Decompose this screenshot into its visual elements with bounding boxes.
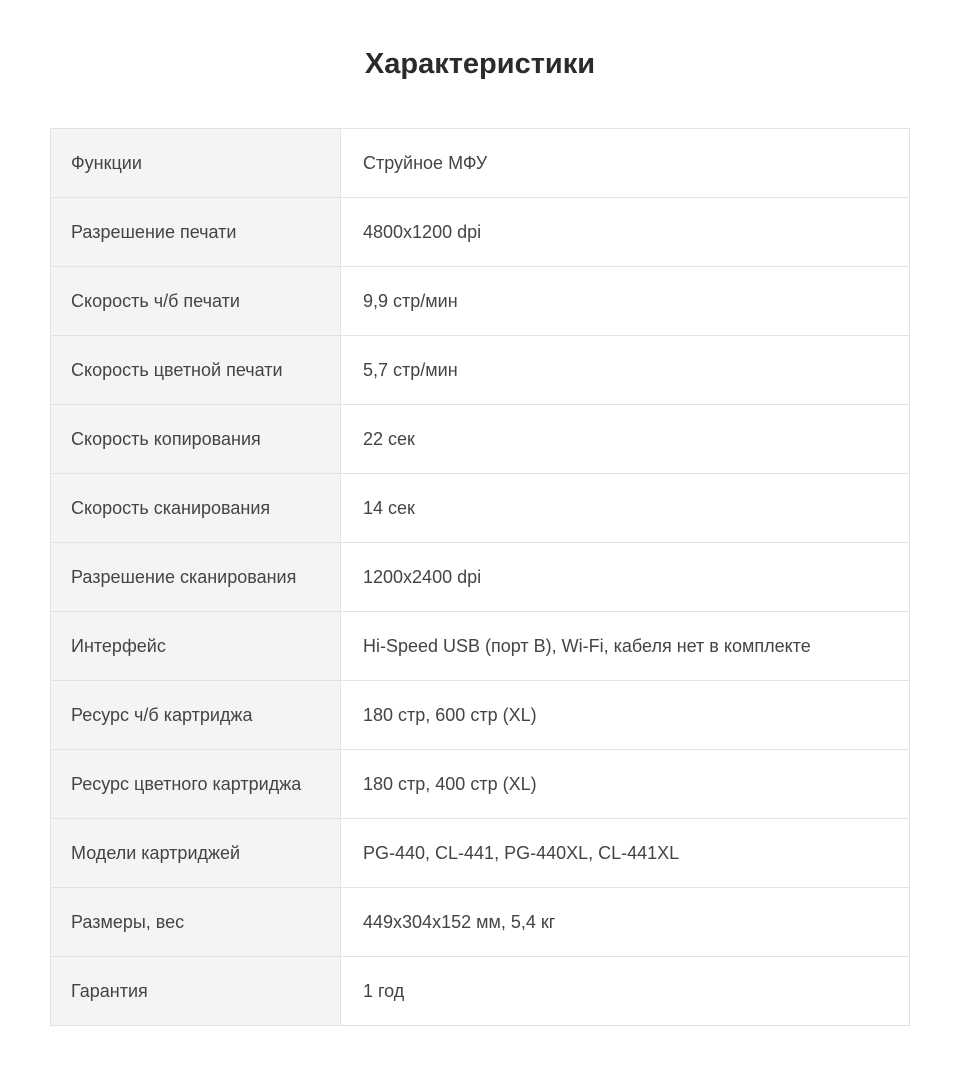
specs-table (50, 128, 910, 1026)
spec-value: 180 стр, 600 стр (XL) (341, 681, 910, 750)
spec-label: Скорость ч/б печати (51, 267, 341, 336)
spec-value: Hi-Speed USB (порт B), Wi-Fi, кабеля нет в комплекте (341, 612, 910, 681)
spec-value: PG-440, CL-441, PG-440XL, CL-441XL (341, 819, 910, 888)
spec-value: 180 стр, 400 стр (XL) (341, 750, 910, 819)
spec-label: Ресурс ч/б картриджа (51, 681, 341, 750)
spec-label: Гарантия (51, 957, 341, 1026)
spec-value: 22 сек (341, 405, 910, 474)
table-row (51, 612, 910, 681)
spec-label: Скорость цветной печати (51, 336, 341, 405)
spec-value: 1200x2400 dpi (341, 543, 910, 612)
table-row (51, 543, 910, 612)
spec-value: 449x304x152 мм, 5,4 кг (341, 888, 910, 957)
spec-value: 1 год (341, 957, 910, 1026)
table-row (51, 129, 910, 198)
spec-value: 9,9 стр/мин (341, 267, 910, 336)
table-row (51, 957, 910, 1026)
page-title: Характеристики (364, 48, 596, 80)
spec-label: Размеры, вес (51, 888, 341, 957)
spec-label: Разрешение сканирования (51, 543, 341, 612)
spec-value: 5,7 стр/мин (341, 336, 910, 405)
spec-label: Модели картриджей (51, 819, 341, 888)
table-row (51, 336, 910, 405)
spec-value: 14 сек (341, 474, 910, 543)
spec-label: Интерфейс (51, 612, 341, 681)
spec-value: Струйное МФУ (341, 129, 910, 198)
table-row (51, 888, 910, 957)
spec-value: 4800x1200 dpi (341, 198, 910, 267)
table-row (51, 750, 910, 819)
table-row (51, 267, 910, 336)
spec-label: Ресурс цветного картриджа (51, 750, 341, 819)
table-row (51, 681, 910, 750)
table-row (51, 819, 910, 888)
table-row (51, 474, 910, 543)
spec-label: Скорость сканирования (51, 474, 341, 543)
spec-label: Разрешение печати (51, 198, 341, 267)
spec-label: Скорость копирования (51, 405, 341, 474)
table-row (51, 198, 910, 267)
table-row (51, 405, 910, 474)
spec-label: Функции (51, 129, 341, 198)
